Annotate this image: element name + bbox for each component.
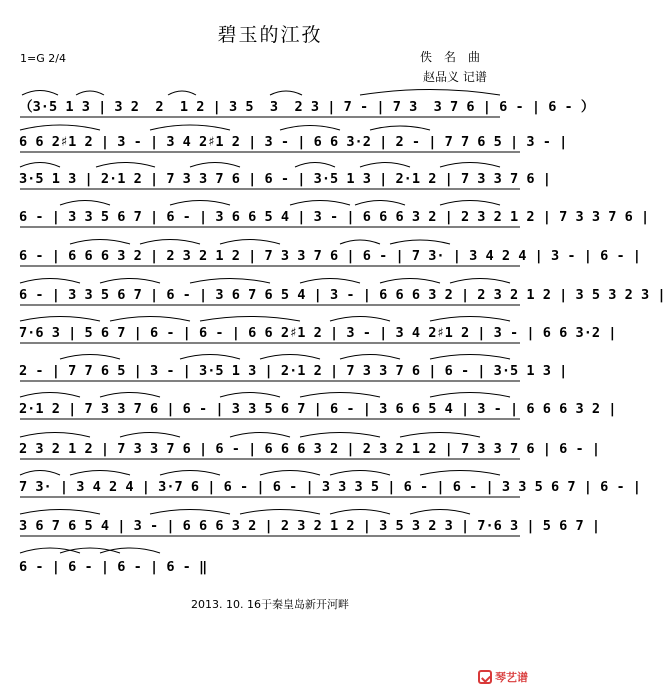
score-line-6: 6 - | 3 3 5 6 7 | 6 - | 3 6 7 6 5 4 | 3 - | 6 6 6 3 2 | 2 3 2 1 2 | 3 5 3 2 3 |	[19, 287, 666, 303]
score-line-3: 3·5 1 3 | 2·1 2 | 7 3 3 7 6 | 6 - | 3·5 1 3 | 2·1 2 | 7 3 3 7 6 |	[19, 171, 551, 187]
composer: 佚名曲	[420, 50, 493, 64]
site-logo	[478, 668, 536, 686]
score-line-4: 6 - | 3 3 5 6 7 | 6 - | 3 6 6 5 4 | 3 - | 6 6 6 3 2 | 2 3 2 1 2 | 7 3 3 7 6 |	[19, 209, 650, 225]
date-note: 2013. 10. 16于秦皇岛新开河畔	[191, 598, 349, 611]
logo-text: 琴艺谱	[495, 671, 528, 684]
song-title: 碧玉的江孜	[217, 24, 323, 46]
logo-icon	[478, 670, 492, 684]
key-signature: 1=G 2/4	[20, 52, 66, 65]
score-line-9: 2·1 2 | 7 3 3 7 6 | 6 - | 3 3 5 6 7 | 6 - | 3 6 6 5 4 | 3 - | 6 6 6 3 2 |	[19, 401, 617, 417]
score-line-7: 7·6 3 | 5 6 7 | 6 - | 6 - | 6 6 2♯1 2 | 3 - | 3 4 2♯1 2 | 3 - | 6 6 3·2 |	[19, 325, 617, 341]
score-line-8: 2 - | 7 7 6 5 | 3 - | 3·5 1 3 | 2·1 2 | 7 3 3 7 6 | 6 - | 3·5 1 3 |	[19, 363, 568, 379]
score-line-11: 7 3· | 3 4 2 4 | 3·7 6 | 6 - | 6 - | 3 3 3 5 | 6 - | 6 - | 3 3 5 6 7 | 6 - |	[19, 479, 641, 495]
score-line-1: （3·5 1 3 | 3 2 2 1 2 | 3 5 3 2 3 | 7 - | 7 3 3 7 6 | 6 - | 6 - ）	[19, 99, 595, 115]
score-line-2: 6 6 2♯1 2 | 3 - | 3 4 2♯1 2 | 3 - | 6 6 3·2 | 2 - | 7 7 6 5 | 3 - |	[19, 134, 568, 150]
score-line-10: 2 3 2 1 2 | 7 3 3 7 6 | 6 - | 6 6 6 3 2 | 2 3 2 1 2 | 7 3 3 7 6 | 6 - |	[19, 441, 601, 457]
recorder: 赵品义 记谱	[423, 70, 487, 84]
score-line-12: 3 6 7 6 5 4 | 3 - | 6 6 6 3 2 | 2 3 2 1 2 | 3 5 3 2 3 | 7·6 3 | 5 6 7 |	[19, 518, 601, 534]
score-line-13: 6 - | 6 - | 6 - | 6 - ‖	[19, 559, 208, 575]
score-line-5: 6 - | 6 6 6 3 2 | 2 3 2 1 2 | 7 3 3 7 6 | 6 - | 7 3· | 3 4 2 4 | 3 - | 6 - |	[19, 248, 641, 264]
